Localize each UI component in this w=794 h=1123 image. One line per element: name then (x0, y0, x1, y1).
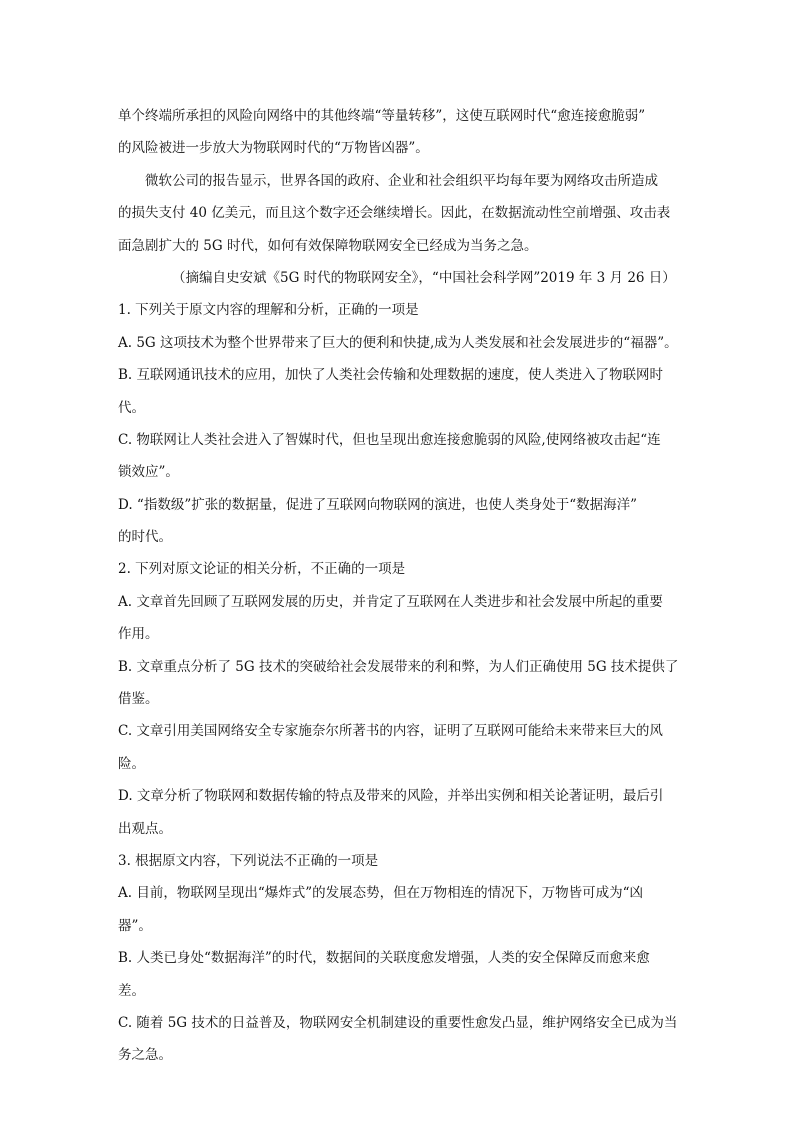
question-3 (118, 845, 688, 1072)
option-a-continued: 器”。 (118, 917, 152, 934)
passage-line: 单个终端所承担的风险向网络中的其他终端“等量转移”，这使互联网时代“愈连接愈脆弱” (118, 108, 646, 124)
option-c: C. 物联网让人类社会进入了智媒时代，但也呈现出愈连接愈脆弱的风险,使网络被攻击起“连 (118, 431, 661, 448)
passage-line: 面急剧扩大的 5G 时代，如何有效保障物联网安全已经成为当务之急。 (118, 237, 538, 254)
option-a-continued: 作用。 (118, 626, 159, 643)
passage (118, 100, 688, 294)
passage-line: 的风险被进一步放大为物联网时代的“万物皆凶器”。 (118, 140, 429, 157)
source-citation: （摘编自史安斌《5G 时代的物联网安全》，“中国社会科学网”2019 年 3 月 26 日） (172, 269, 676, 286)
question-1 (118, 294, 688, 553)
option-b: B. 人类已身处“数据海洋”的时代，数据间的关联度愈发增强，人类的安全保障反而愈来愈 (118, 950, 650, 967)
option-c-continued: 锁效应”。 (118, 464, 179, 481)
option-b-continued: 代。 (118, 399, 145, 416)
option-c: C. 随着 5G 技术的日益普及，物联网安全机制建设的重要性愈发凸显，维护网络安全已成为当 (118, 1014, 678, 1031)
option-b: B. 互联网通讯技术的应用，加快了人类社会传输和处理数据的速度，使人类进入了物联网时 (118, 367, 664, 384)
option-a: A. 5G 这项技术为整个世界带来了巨大的便利和快捷,成为人类发展和社会发展进步的“福器”。 (118, 334, 678, 351)
option-c-continued: 务之急。 (118, 1047, 172, 1064)
option-d-continued: 的时代。 (118, 529, 172, 546)
option-b: B. 文章重点分析了 5G 技术的突破给社会发展带来的利和弊，为人们正确使用 5G 技术提供了 (118, 658, 679, 675)
passage-line: 的损失支付 40 亿美元，而且这个数字还会继续增长。因此，在数据流动性空前增强、攻击表 (118, 205, 671, 222)
option-a: A. 目前，物联网呈现出“爆炸式”的发展态势，但在万物相连的情况下，万物皆可成为“凶 (118, 885, 644, 902)
passage-line: 微软公司的报告显示，世界各国的政府、企业和社会组织平均每年要为网络攻击所造成 (145, 172, 658, 189)
option-c-continued: 险。 (118, 755, 145, 772)
question-2 (118, 553, 688, 845)
option-a: A. 文章首先回顾了互联网发展的历史，并肯定了互联网在人类进步和社会发展中所起的重要 (118, 593, 663, 610)
option-c: C. 文章引用美国网络安全专家施奈尔所著书的内容，证明了互联网可能给未来带来巨大的风 (118, 723, 663, 740)
option-b-continued: 借鉴。 (118, 691, 159, 708)
question-stem: 3. 根据原文内容，下列说法不正确的一项是 (118, 852, 379, 869)
question-stem: 1. 下列关于原文内容的理解和分析，正确的一项是 (118, 302, 419, 319)
option-d-continued: 出观点。 (118, 820, 172, 837)
document-page (118, 100, 688, 1072)
option-d: D. “指数级”扩张的数据量，促进了互联网向物联网的演进，也使人类身处于“数据海洋” (118, 496, 638, 513)
question-stem: 2. 下列对原文论证的相关分析，不正确的一项是 (118, 561, 406, 578)
option-b-continued: 差。 (118, 982, 145, 999)
option-d: D. 文章分析了物联网和数据传输的特点及带来的风险，并举出实例和相关论著证明，最后引 (118, 788, 664, 805)
